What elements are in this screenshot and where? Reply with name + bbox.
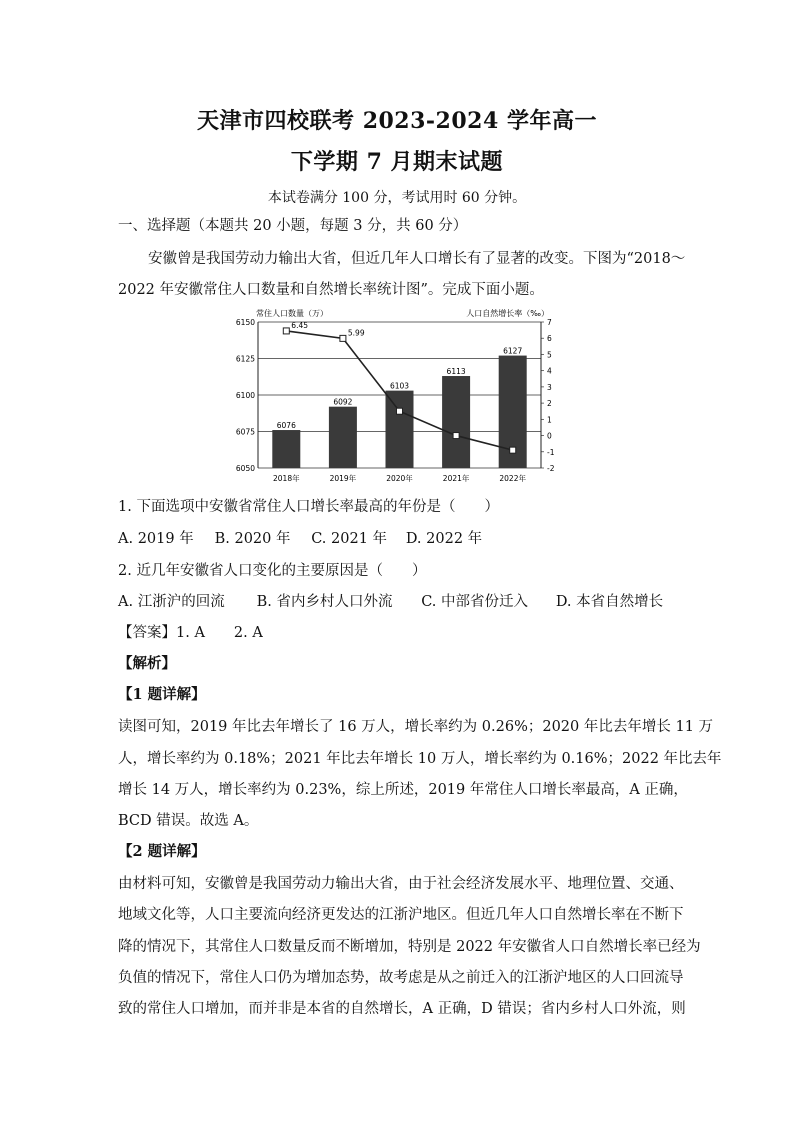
detail-2-heading: 【2 题详解】 [118,843,206,860]
rate-point [397,408,403,414]
bar-data-label: 6092 [333,397,353,407]
answer-line: 【答案】1. A 2. A [118,625,263,641]
right-axis-title: 人口自然增长率（‰） [466,309,549,318]
bar-data-label: 6103 [389,381,410,391]
right-tick-label: 7 [547,318,552,327]
q1-option-c: C. 2021 年 [311,531,388,547]
rate-data-label: 5.99 [347,328,365,338]
q2-option-c: C. 中部省份迁入 [421,594,529,610]
bar-data-label: 6113 [446,367,466,377]
q2-option-d: D. 本省自然增长 [555,594,664,610]
bar [329,407,357,468]
bar [442,376,470,468]
right-tick-label: 0 [547,431,552,441]
right-tick-label: 3 [547,382,552,392]
left-tick-label: 6125 [235,354,255,364]
rate-point [510,447,516,453]
right-tick-label: -2 [547,464,555,473]
rate-point [340,335,346,341]
detail-2-line: 降的情况下，其常住人口数量反而不断增加，特别是 2022 年安徽省人口自然增长率已经为 [118,939,701,955]
left-tick-label: 6075 [235,427,255,437]
question-1: 1. 下面选项中安徽省常住人口增长率最高的年份是（ ） [118,499,499,515]
right-tick-label: 5 [547,350,552,360]
question-1-options [118,529,678,549]
x-tick-label: 2020年 [386,474,413,483]
x-tick-label: 2022年 [499,474,526,483]
title-line-2: 下学期 7 月期末试题 [290,149,504,175]
x-tick-label: 2019年 [329,474,357,483]
detail-2-line: 致的常住人口增加，而并非是本省的自然增长，A 正确，D 错误；省内乡村人口外流，则 [118,1001,686,1017]
rate-point [453,433,459,439]
bar [386,391,414,468]
question-2: 2. 近几年安徽省人口变化的主要原因是（ ） [118,563,427,579]
intro-line-2: 2022 年安徽常住人口数量和自然增长率统计图”。完成下面小题。 [118,282,544,298]
analysis-heading: 【解析】 [118,655,176,672]
left-tick-label: 6150 [235,318,255,327]
detail-1-line: 增长 14 万人，增长率约为 0.23%，综上所述，2019 年常住人口增长率最高，A 正确， [118,782,688,798]
detail-2-line: 由材料可知，安徽曾是我国劳动力输出大省，由于社会经济发展水平、地理位置、交通、 [118,876,684,892]
right-tick-label: 4 [547,366,552,376]
detail-1-heading: 【1 题详解】 [118,686,206,703]
bar [272,430,300,468]
title-line-1: 天津市四校联考 2023-2024 学年高一 [197,108,597,134]
left-axis-title: 常住人口数量（万） [256,309,328,318]
right-tick-label: 1 [547,415,552,425]
detail-1-line: BCD 错误。故选 A。 [118,813,259,829]
question-2-options [118,592,678,612]
q1-option-b: B. 2020 年 [214,531,291,547]
right-tick-label: -1 [547,447,555,457]
section-heading: 一、选择题（本题共 20 小题，每题 3 分，共 60 分） [118,218,468,234]
x-tick-label: 2018年 [273,474,300,483]
detail-1-line: 人，增长率约为 0.18%；2021 年比去年增长 10 万人，增长率约为 0.16%；2022 年比去年 [118,751,722,767]
bar-data-label: 6076 [276,421,296,431]
bar-data-label: 6127 [503,346,523,356]
q2-option-b: B. 省内乡村人口外流 [256,594,393,610]
right-tick-label: 2 [547,399,552,409]
right-tick-label: 6 [547,334,552,344]
chart-svg [228,308,568,490]
q1-option-a: A. 2019 年 [118,531,194,547]
rate-point [283,328,289,334]
population-chart [228,308,568,490]
detail-2-line: 负值的情况下，常住人口仍为增加态势，故考虑是从之前迁入的江浙沪地区的人口回流导 [118,970,684,986]
x-tick-label: 2021年 [442,474,470,483]
left-tick-label: 6100 [235,391,255,400]
left-tick-label: 6050 [235,464,255,473]
intro-line-1: 安徽曾是我国劳动力输出大省，但近几年人口增长有了显著的改变。下图为“2018～ [148,251,686,267]
detail-2-line: 地域文化等，人口主要流向经济更发达的江浙沪地区。但近几年人口自然增长率在不断下 [118,907,684,923]
q1-option-d: D. 2022 年 [405,531,483,547]
detail-1-line: 读图可知，2019 年比去年增长了 16 万人，增长率约为 0.26%；2020 年比去年增长 11 万 [118,719,714,735]
exam-subtitle: 本试卷满分 100 分，考试用时 60 分钟。 [267,190,527,206]
q2-option-a: A. 江浙沪的回流 [118,594,225,610]
rate-data-label: 6.45 [291,320,309,330]
